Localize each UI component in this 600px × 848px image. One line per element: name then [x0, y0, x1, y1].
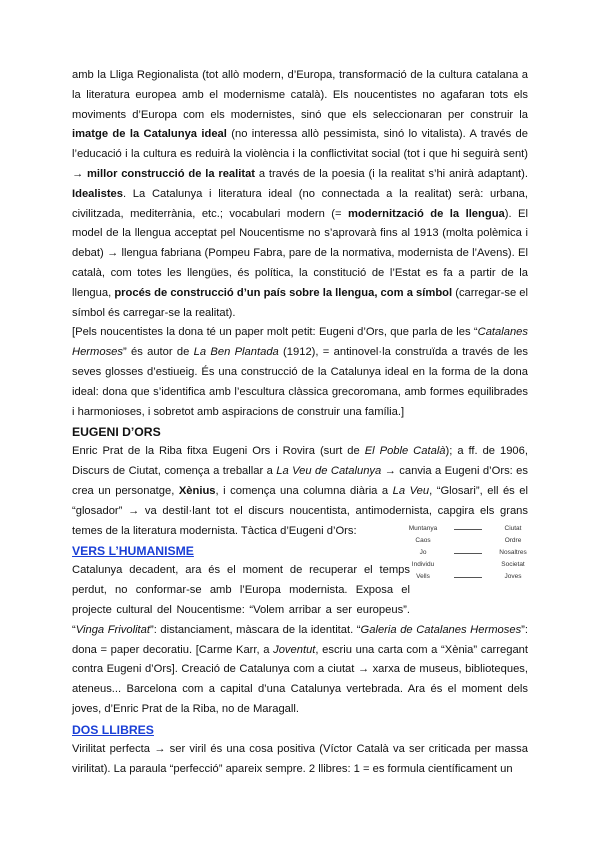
bold-run: Xènius	[178, 484, 216, 497]
diagram-row	[398, 549, 538, 559]
italic-run: Joventut	[273, 643, 316, 656]
diagram-right-term: Nosaltres	[499, 549, 527, 556]
text-column	[72, 66, 528, 779]
diagram-connector-line	[454, 553, 482, 554]
diagram-left-term: Individu	[411, 561, 435, 568]
text-run: , “Glosari”, ell és el “glosador” → va destil·lant tot el discurs noucentista, antimodernista, capgira els grans temes de la literatura modernista. Tàctica d’Eugeni d’Ors:	[72, 484, 528, 537]
text-run: (1912), = antinovel·la construïda a través de les seves glosses d’estiueig. És una construcció de la Catalunya ideal en la forma de la dona ideal: dona que s’identifica amb l’escultura clàssica grecoromana, amb formes equilibrades i harmonioses, i sobretot amb aspiracions de construir una família.]	[72, 346, 528, 418]
diagram-right-term: Joves	[504, 573, 522, 580]
text-run: (carregar-se el símbol és carregar-se la realitat).	[72, 286, 528, 319]
text-run: ”: distanciament, màscara de la identitat. “	[150, 623, 361, 636]
diagram-row	[398, 525, 538, 535]
heading-eugeni-dors: EUGENI D’ORS	[72, 425, 161, 440]
italic-run: Galeria de Catalanes Hermoses	[360, 623, 522, 636]
text-run: . La Catalunya i literatura ideal (no connectada a la realitat) serà: urbana, civilitzada, mediterrània, etc.; vocabulari modern (=	[72, 187, 528, 220]
paragraph-noucentisme	[72, 66, 528, 323]
diagram-connector-line	[454, 529, 482, 530]
bold-run: Idealistes	[72, 187, 123, 200]
text-run: Virilitat perfecta → ser viril és una cosa positiva (Víctor Català va ser criticada per massa virilitat). La paraula “perfecció” apareix sempre. 2 llibres: 1 = es formula científicament un	[72, 742, 528, 775]
diagram-row	[398, 561, 538, 571]
text-run: ); a ff. de 1906, Discurs de Ciutat, comença a treballar a	[72, 445, 528, 478]
italic-run: Catalanes Hermoses	[72, 326, 528, 359]
diagram-right-term: Societat	[501, 561, 525, 568]
italic-run: Vinga Frivolitat	[75, 623, 150, 636]
italic-run: El Poble Català	[364, 445, 446, 458]
text-run: (no interessa allò pessimista, sinó lo vitalista). A través de l’educació i la cultura es reduirà la violència i la conflictivitat social (tot i que hi seguirà sent) →	[72, 128, 528, 180]
bold-run: millor construcció de la realitat	[86, 167, 256, 180]
humanisme-block	[72, 561, 528, 719]
text-run: ”: dona = paper decoratiu. [Carme Karr, a	[72, 623, 529, 656]
bold-run: procés de construcció d’un país sobre la llengua, com a símbol	[114, 286, 453, 299]
heading-dos-llibres[interactable]: DOS LLIBRES	[72, 722, 154, 737]
diagram-right-term: Ciutat	[504, 525, 522, 532]
diagram-row	[398, 573, 538, 583]
text-run: ” és autor de	[122, 346, 194, 359]
italic-run: La Veu	[392, 484, 430, 497]
diagram-connector-line	[454, 577, 482, 578]
paragraph-vers-lhumanisme	[72, 561, 528, 719]
diagram-left-term: Vells	[416, 573, 430, 580]
paragraph-dos-llibres	[72, 740, 528, 780]
oppositions-diagram	[398, 525, 538, 583]
bold-run: modernització de la llengua	[347, 207, 505, 220]
diagram-row	[398, 537, 538, 547]
diagram-left-term: Caos	[415, 537, 431, 544]
text-run: → canvia a Eugeni d’Ors: es crea un personatge,	[72, 465, 528, 497]
text-run: ). El model de la llengua acceptat pel Noucentisme no s’aprovarà fins al 1913 (molta polèmica i debat) → llengua fabriana (Pompeu Fabra, pare de la normativa, modernista de l’Avens). El català, com totes les llengües, és política, la constitució de l’Estat es fa a partir de la llengua,	[72, 207, 528, 299]
text-run: , i comença una columna diària a	[215, 484, 393, 497]
text-run: amb la Lliga Regionalista (tot allò modern, d’Europa, transformació de la cultura catalana a la literatura europea amb el modernisme català). Els noucentistes no agafaran tots els moviments d’Europa com els modernistes, sinó que els seleccionaran per construir la	[72, 69, 528, 121]
text-run: Catalunya decadent, ara és el moment de recuperar el temps perdut, no conformar-se amb l’Europa modernista. Exposa el projecte cultural del Noucentisme: “Volem arribar a ser europeus”. “	[72, 564, 410, 636]
diagram-right-term: Ordre	[504, 537, 522, 544]
diagram-left-term: Jo	[419, 549, 427, 556]
heading-vers-lhumanisme[interactable]: VERS L’HUMANISME	[72, 544, 194, 559]
bold-run: imatge de la Catalunya ideal	[72, 128, 227, 141]
italic-run: La Veu de Catalunya	[276, 465, 382, 478]
paragraph-dona	[72, 323, 528, 422]
diagram-left-term: Muntanya	[408, 525, 438, 532]
text-run: a través de la poesia (i la realitat s’hi anirà adaptant).	[255, 167, 528, 180]
italic-run: La Ben Plantada	[193, 346, 279, 359]
text-run: , escriu una carta com a “Xènia” carregant contra Eugeni d’Ors]. Creació de Catalunya com a ciutat → xarxa de museus, biblioteques, ateneus... Barcelona com a capital d’una Catalunya vertebrada. Ara és el moment dels joves, d’Enric Prat de la Riba, no de Maragall.	[72, 643, 528, 715]
text-run: [Pels noucentistes la dona té un paper molt petit: Eugeni d’Ors, que parla de les “	[72, 326, 478, 339]
text-run: Enric Prat de la Riba fitxa Eugeni Ors i Rovira (surt de	[72, 445, 365, 458]
